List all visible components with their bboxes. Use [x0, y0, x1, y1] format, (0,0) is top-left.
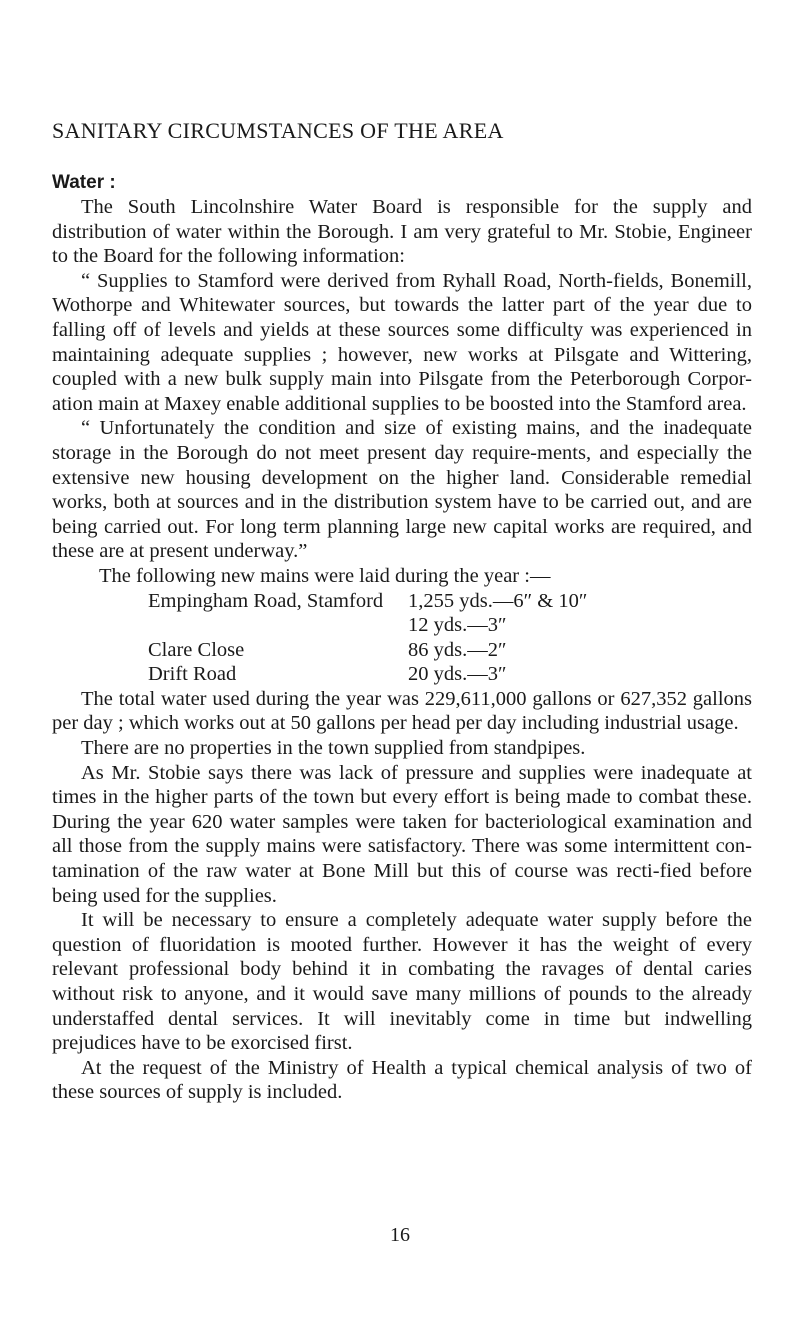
- mains-list: [52, 589, 752, 687]
- paragraph: As Mr. Stobie says there was lack of pressure and supplies were inadequate at times in the higher parts of the town but every effort is being made to combat these. During the year 620 water samples were taken for bacteriological examination and all those from the supply mains were satisfactory. There was some intermittent con-tamination of the raw water at Bone Mill but this of course was recti-fied before being used for the supplies.: [52, 761, 752, 907]
- mains-quantity: 86 yds.—2″: [408, 638, 507, 661]
- paragraph: The following new mains were laid during the year :—: [99, 564, 551, 587]
- mains-place: Clare Close: [148, 638, 245, 661]
- mains-quantity: 12 yds.—3″: [408, 614, 507, 637]
- paragraph: The South Lincolnshire Water Board is responsible for the supply and distribution of water within the Borough. I am very grateful to Mr. Stobie, Engineer to the Board for the following information:: [52, 196, 752, 268]
- section-heading: Water :: [52, 172, 116, 193]
- paragraph: “ Supplies to Stamford were derived from Ryhall Road, North-fields, Bonemill, Wothorpe and Whitewater sources, but towards the latter part of the year due to falling off of levels and yields at these sources some difficulty was experienced in maintaining adequate supplies ; however, new works at Pilsgate and Wittering, coupled with a new bulk supply main into Pilsgate from the Peterborough Corpor-ation main at Maxey enable additional supplies to be boosted into the Stamford area.: [52, 269, 752, 415]
- paragraph: The total water used during the year was 229,611,000 gallons or 627,352 gallons per day ; which works out at 50 gallons per head per day including industrial usage.: [52, 687, 752, 735]
- body-text: [52, 195, 752, 1105]
- mains-row: [52, 589, 752, 614]
- mains-row: [52, 613, 752, 638]
- paragraph: There are no properties in the town supplied from standpipes.: [81, 737, 586, 760]
- paragraph: “ Unfortunately the condition and size of existing mains, and the inadequate storage in the Borough do not meet present day require-ments, and especially the extensive new housing development on the higher land. Considerable remedial works, both at sources and in the distribution system have to be carried out, and are being carried out. For long term planning large new capital works are required, and these are at present underway.”: [52, 417, 752, 563]
- paragraph: At the request of the Ministry of Health a typical chemical analysis of two of these sources of supply is included.: [52, 1056, 752, 1104]
- page-title: SANITARY CIRCUMSTANCES OF THE AREA: [52, 118, 504, 143]
- paragraph: It will be necessary to ensure a completely adequate water supply before the question of fluoridation is mooted further. However it has the weight of every relevant professional body behind it in combating the ravages of dental caries without risk to anyone, and it would save many millions of pounds to the already understaffed dental services. It will inevitably come in time but indwelling prejudices have to be exorcised first.: [52, 909, 752, 1055]
- mains-row: [52, 662, 752, 687]
- mains-place: [52, 613, 408, 638]
- mains-quantity: 1,255 yds.—6″ & 10″: [408, 589, 588, 612]
- mains-place: Empingham Road, Stamford: [148, 589, 384, 612]
- mains-place: Drift Road: [148, 663, 237, 686]
- page-number: 16: [390, 1224, 410, 1246]
- mains-row: [52, 638, 752, 663]
- mains-quantity: 20 yds.—3″: [408, 663, 507, 686]
